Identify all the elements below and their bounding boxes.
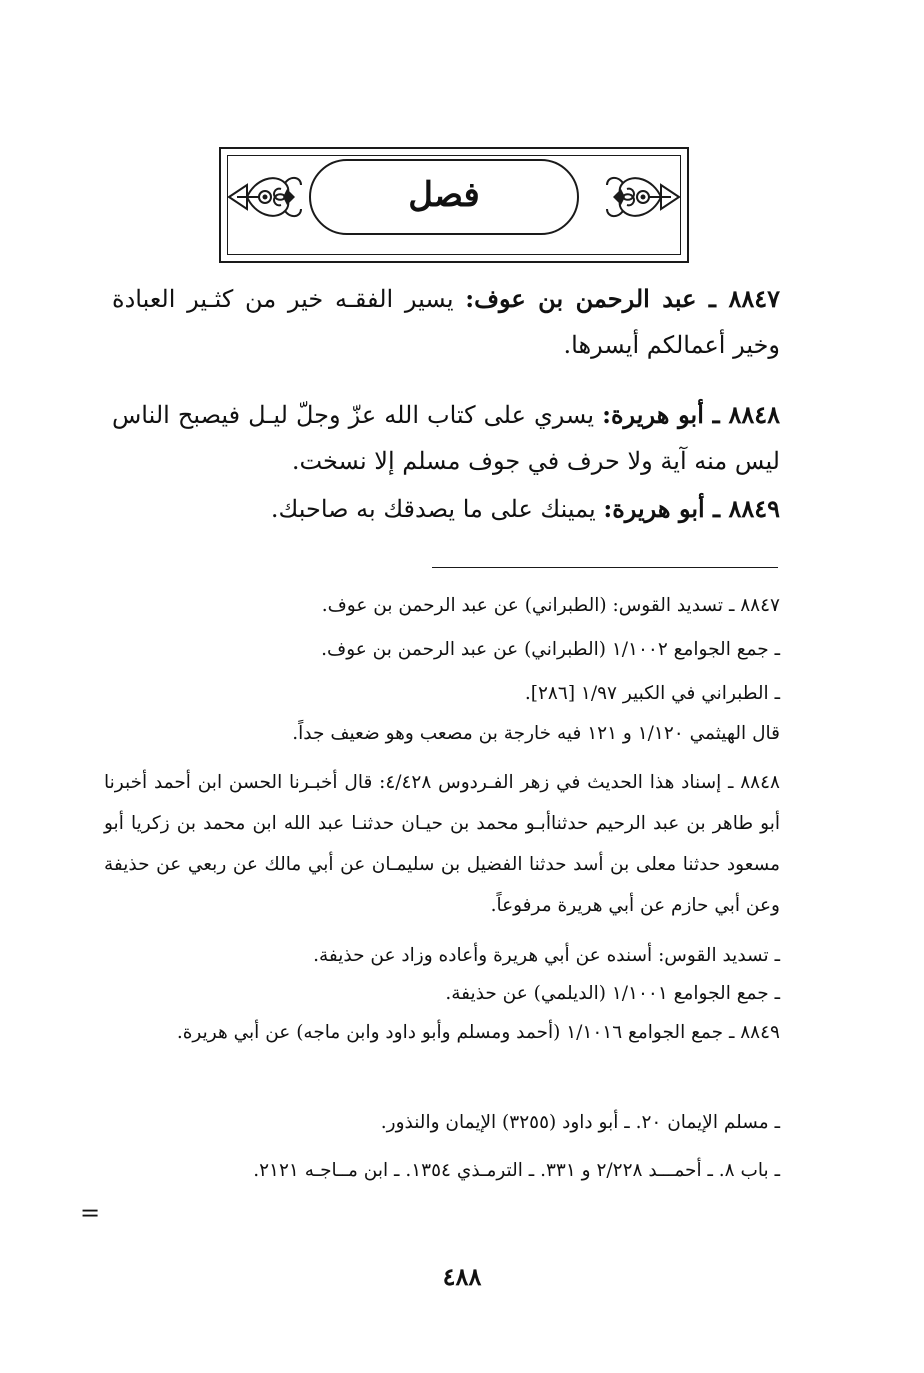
footnote-line: ـ جمع الجوامع ١/١٠٠١ (الديلمي) عن حذيفة. [445, 983, 780, 1004]
heading-cartouche [309, 159, 579, 235]
footnote-separator [432, 567, 778, 568]
hadith-entry [112, 276, 780, 368]
section-title: فصل [408, 175, 480, 215]
footnote-line: ٨٨٤٩ ـ جمع الجوامع ١/١٠١٦ (أحمد ومسلم وأبو داود وابن ماجه) عن أبي هريرة. [176, 1022, 780, 1043]
hadith-entry [112, 486, 780, 532]
footnote-line: ـ باب ٨. ـ أحمـــد ٢/٢٢٨ و ٣٣١. ـ الترمـذي ١٣٥٤. ـ ابن مــاجـه ٢١٢١. [253, 1160, 780, 1181]
footnote-line: ـ الطبراني في الكبير ١/٩٧ [٢٨٦]. [524, 683, 780, 704]
entry-number-narrator: ٨٨٤٧ ـ عبد الرحمن بن عوف: [465, 284, 781, 313]
entry-text: يسري على كتاب الله عزّ وجلّ ليـل فيصبح الناس ليس منه آية ولا حرف في جوف مسلم إلا نسخت. [112, 401, 780, 475]
footnote-line: ـ مسلم الإيمان ٢٠. ـ أبو داود (٣٢٥٥) الإيمان والنذور. [380, 1112, 780, 1133]
entry-number-narrator: ٨٨٤٨ ـ أبو هريرة: [602, 400, 780, 429]
page-number: ٤٨٨ [442, 1262, 482, 1291]
footnote-line: ٨٨٤٧ ـ تسديد القوس: (الطبراني) عن عبد الرحمن بن عوف. [321, 595, 780, 616]
entry-text: يمينك على ما يصدقك به صاحبك. [270, 495, 604, 523]
arabesque-ornament-right-icon [601, 159, 683, 235]
hadith-entry [112, 392, 780, 484]
footnote-line: ٨٨٤٨ ـ إسناد هذا الحديث في زهر الفـردوس ٤/٤٢٨: قال أخبـرنا الحسن ابن أحمد أخبرنا أبو طاهر بن عبد الرحيم حدثناأبـو محمد بن حيـان حدثنـا عبد الله ابن محمد بن زكريا أبو مسعود حدثنا معلى بن أسد حدثنا الفضيل بن سليمـان عن أبي مالك عن ربعي عن حذيفة وعن أبي حازم عن أبي هريرة مرفوعاً. [104, 772, 780, 916]
entry-text: يسير الفقـه خير من كثـير العبادة وخير أعمالكم أيسرها. [112, 285, 780, 359]
footnote-line: قال الهيثمي ١/١٢٠ و ١٢١ فيه خارجة بن مصعب وهو ضعيف جداً. [292, 723, 780, 744]
continuation-mark: = [80, 1199, 101, 1227]
entry-number-narrator: ٨٨٤٩ ـ أبو هريرة: [603, 494, 780, 523]
section-heading-frame [219, 147, 689, 263]
footnote-line: ـ تسديد القوس: أسنده عن أبي هريرة وأعاده وزاد عن حذيفة. [313, 945, 780, 966]
arabesque-ornament-left-icon [225, 159, 307, 235]
footnote-line: ـ جمع الجوامع ١/١٠٠٢ (الطبراني) عن عبد الرحمن بن عوف. [321, 639, 780, 660]
